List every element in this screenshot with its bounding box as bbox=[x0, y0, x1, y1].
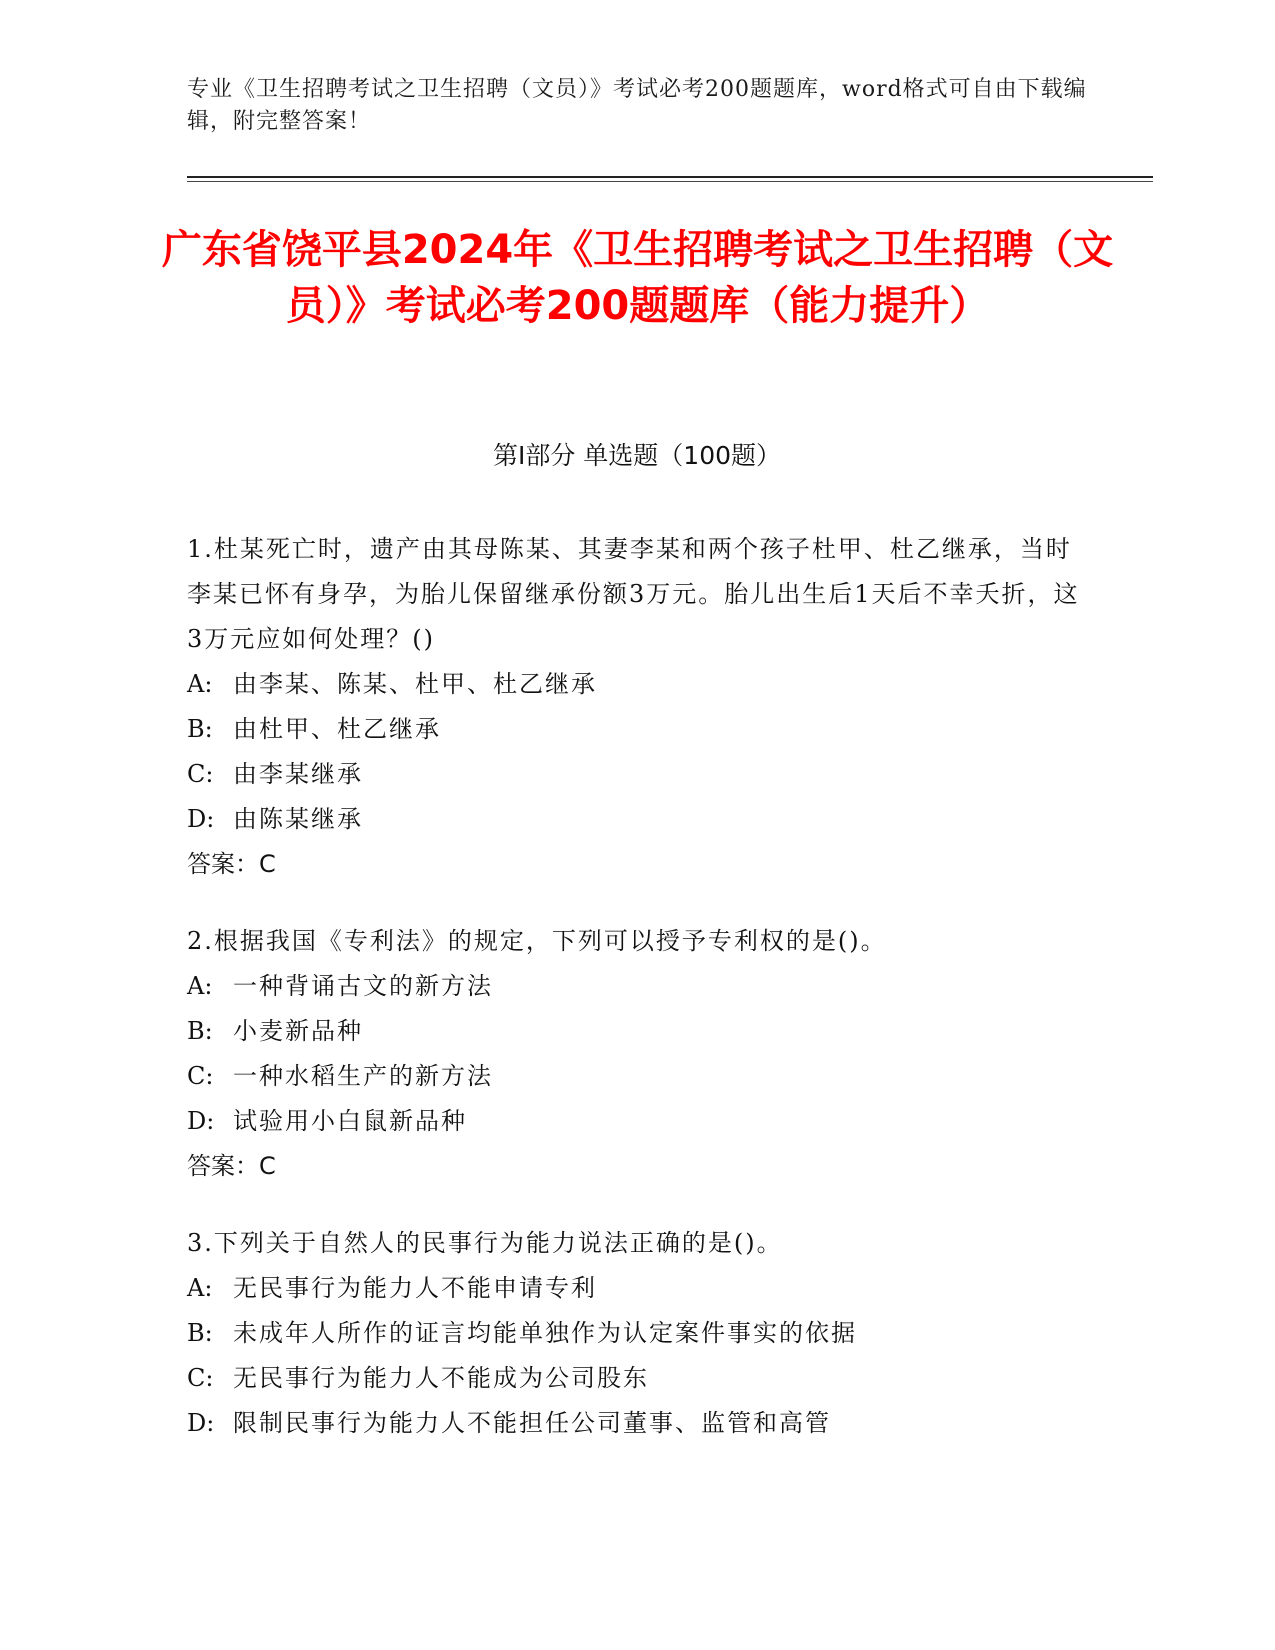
question-2 bbox=[187, 919, 1087, 1189]
option-text: 无民事行为能力人不能成为公司股东 bbox=[233, 1364, 649, 1392]
question-stem: 3.下列关于自然人的民事行为能力说法正确的是()。 bbox=[187, 1229, 783, 1257]
option-text: 一种背诵古文的新方法 bbox=[233, 972, 493, 1000]
option-letter: B: bbox=[187, 1017, 213, 1045]
question-stem: 1.杜某死亡时，遗产由其母陈某、其妻李某和两个孩子杜甲、杜乙继承，当时李某已怀有身孕，为胎儿保留继承份额3万元。胎儿出生后1天后不幸夭折，这3万元应如何处理？() bbox=[187, 535, 1080, 653]
option-b bbox=[187, 1311, 1087, 1356]
option-text: 由陈某继承 bbox=[233, 805, 363, 833]
option-d bbox=[187, 1401, 1087, 1446]
option-d bbox=[187, 797, 1087, 842]
answer: 答案：C bbox=[187, 1152, 276, 1180]
option-text: 限制民事行为能力人不能担任公司董事、监管和高管 bbox=[233, 1409, 831, 1437]
header-divider-thin bbox=[187, 181, 1153, 182]
document-title: 广东省饶平县2024年《卫生招聘考试之卫生招聘（文员）》考试必考200题题库（能力提升） bbox=[161, 227, 1114, 329]
option-c bbox=[187, 1356, 1087, 1401]
option-text: 试验用小白鼠新品种 bbox=[233, 1107, 467, 1135]
option-text: 小麦新品种 bbox=[233, 1017, 363, 1045]
option-text: 未成年人所作的证言均能单独作为认定案件事实的依据 bbox=[233, 1319, 857, 1347]
option-c bbox=[187, 752, 1087, 797]
option-a bbox=[187, 964, 1087, 1009]
question-3 bbox=[187, 1221, 1087, 1446]
question-stem: 2.根据我国《专利法》的规定，下列可以授予专利权的是()。 bbox=[187, 927, 887, 955]
option-c bbox=[187, 1054, 1087, 1099]
answer: 答案：C bbox=[187, 850, 276, 878]
option-text: 由杜甲、杜乙继承 bbox=[233, 715, 441, 743]
option-text: 无民事行为能力人不能申请专利 bbox=[233, 1274, 597, 1302]
option-a bbox=[187, 662, 1087, 707]
option-b bbox=[187, 1009, 1087, 1054]
option-d bbox=[187, 1099, 1087, 1144]
question-1 bbox=[187, 527, 1087, 887]
option-letter: D: bbox=[187, 805, 215, 833]
option-letter: A: bbox=[187, 1274, 213, 1302]
option-letter: C: bbox=[187, 760, 214, 788]
option-text: 一种水稻生产的新方法 bbox=[233, 1062, 493, 1090]
question-list bbox=[187, 527, 1087, 1478]
option-letter: B: bbox=[187, 1319, 213, 1347]
section-title: 第Ⅰ部分 单选题（100题） bbox=[492, 441, 782, 470]
option-letter: C: bbox=[187, 1364, 214, 1392]
header-note: 专业《卫生招聘考试之卫生招聘（文员）》考试必考200题题库，word格式可自由下载编辑，附完整答案！ bbox=[187, 77, 1087, 134]
option-letter: D: bbox=[187, 1409, 215, 1437]
option-b bbox=[187, 707, 1087, 752]
option-letter: A: bbox=[187, 972, 213, 1000]
header-divider-thick bbox=[187, 176, 1153, 178]
option-text: 由李某、陈某、杜甲、杜乙继承 bbox=[233, 670, 597, 698]
option-letter: C: bbox=[187, 1062, 214, 1090]
option-a bbox=[187, 1266, 1087, 1311]
option-letter: A: bbox=[187, 670, 213, 698]
option-letter: B: bbox=[187, 715, 213, 743]
option-letter: D: bbox=[187, 1107, 215, 1135]
option-text: 由李某继承 bbox=[233, 760, 363, 788]
